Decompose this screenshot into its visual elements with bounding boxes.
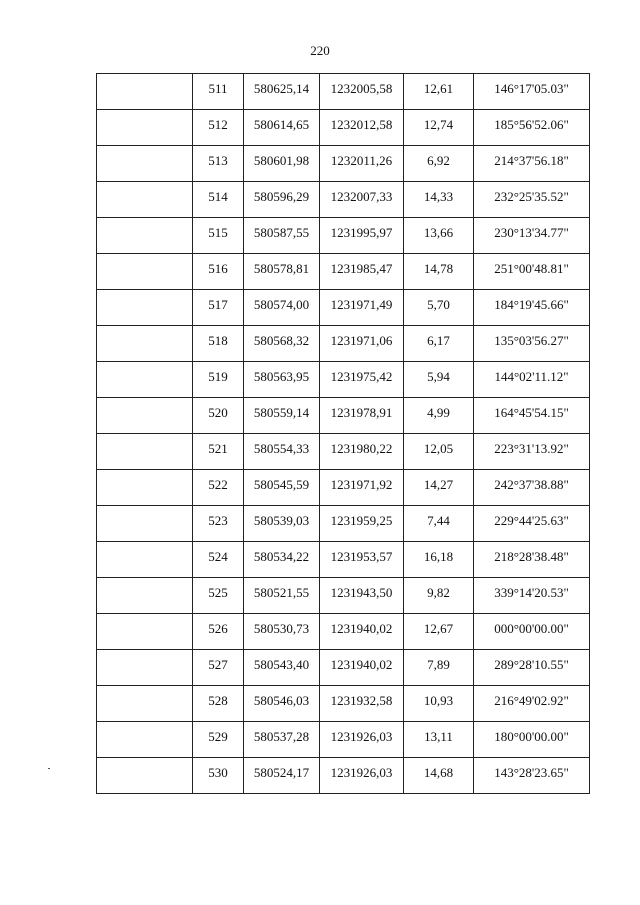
- distance-cell: 6,92: [404, 146, 474, 182]
- table-row: [97, 398, 590, 434]
- point-number-cell: 519: [193, 362, 244, 398]
- table-row: [97, 290, 590, 326]
- x-coordinate-cell: 580614,65: [244, 110, 320, 146]
- direction-angle-cell: 339°14'20.53": [474, 578, 590, 614]
- y-coordinate-cell: 1232012,58: [320, 110, 404, 146]
- table-row: [97, 650, 590, 686]
- table-row: [97, 470, 590, 506]
- point-number-cell: 522: [193, 470, 244, 506]
- distance-cell: 14,33: [404, 182, 474, 218]
- blank-cell: [97, 254, 193, 290]
- x-coordinate-cell: 580545,59: [244, 470, 320, 506]
- x-coordinate-cell: 580601,98: [244, 146, 320, 182]
- blank-cell: [97, 686, 193, 722]
- blank-cell: [97, 146, 193, 182]
- blank-cell: [97, 362, 193, 398]
- table-row: [97, 578, 590, 614]
- direction-angle-cell: 000°00'00.00": [474, 614, 590, 650]
- x-coordinate-cell: 580539,03: [244, 506, 320, 542]
- x-coordinate-cell: 580524,17: [244, 758, 320, 794]
- table-row: [97, 506, 590, 542]
- blank-cell: [97, 326, 193, 362]
- point-number-cell: 516: [193, 254, 244, 290]
- point-number-cell: 523: [193, 506, 244, 542]
- point-number-cell: 513: [193, 146, 244, 182]
- y-coordinate-cell: 1231975,42: [320, 362, 404, 398]
- y-coordinate-cell: 1231978,91: [320, 398, 404, 434]
- table-row: [97, 758, 590, 794]
- x-coordinate-cell: 580625,14: [244, 74, 320, 110]
- direction-angle-cell: 229°44'25.63": [474, 506, 590, 542]
- distance-cell: 5,94: [404, 362, 474, 398]
- x-coordinate-cell: 580534,22: [244, 542, 320, 578]
- direction-angle-cell: 242°37'38.88": [474, 470, 590, 506]
- blank-cell: [97, 506, 193, 542]
- table-row: [97, 614, 590, 650]
- point-number-cell: 527: [193, 650, 244, 686]
- table-row: [97, 182, 590, 218]
- distance-cell: 5,70: [404, 290, 474, 326]
- point-number-cell: 524: [193, 542, 244, 578]
- table-row: [97, 326, 590, 362]
- blank-cell: [97, 578, 193, 614]
- y-coordinate-cell: 1231943,50: [320, 578, 404, 614]
- x-coordinate-cell: 580587,55: [244, 218, 320, 254]
- y-coordinate-cell: 1231980,22: [320, 434, 404, 470]
- coordinates-table-body: [97, 74, 590, 794]
- distance-cell: 12,61: [404, 74, 474, 110]
- point-number-cell: 517: [193, 290, 244, 326]
- point-number-cell: 525: [193, 578, 244, 614]
- distance-cell: 7,44: [404, 506, 474, 542]
- x-coordinate-cell: 580530,73: [244, 614, 320, 650]
- x-coordinate-cell: 580574,00: [244, 290, 320, 326]
- x-coordinate-cell: 580546,03: [244, 686, 320, 722]
- blank-cell: [97, 650, 193, 686]
- y-coordinate-cell: 1231932,58: [320, 686, 404, 722]
- direction-angle-cell: 216°49'02.92": [474, 686, 590, 722]
- direction-angle-cell: 135°03'56.27": [474, 326, 590, 362]
- point-number-cell: 512: [193, 110, 244, 146]
- distance-cell: 7,89: [404, 650, 474, 686]
- direction-angle-cell: 185°56'52.06": [474, 110, 590, 146]
- table-row: [97, 362, 590, 398]
- distance-cell: 12,05: [404, 434, 474, 470]
- blank-cell: [97, 722, 193, 758]
- y-coordinate-cell: 1231953,57: [320, 542, 404, 578]
- point-number-cell: 530: [193, 758, 244, 794]
- table-row: [97, 74, 590, 110]
- point-number-cell: 511: [193, 74, 244, 110]
- x-coordinate-cell: 580554,33: [244, 434, 320, 470]
- distance-cell: 14,68: [404, 758, 474, 794]
- x-coordinate-cell: 580559,14: [244, 398, 320, 434]
- distance-cell: 9,82: [404, 578, 474, 614]
- point-number-cell: 528: [193, 686, 244, 722]
- table-row: [97, 110, 590, 146]
- blank-cell: [97, 182, 193, 218]
- point-number-cell: 514: [193, 182, 244, 218]
- y-coordinate-cell: 1231971,49: [320, 290, 404, 326]
- direction-angle-cell: 214°37'56.18": [474, 146, 590, 182]
- distance-cell: 6,17: [404, 326, 474, 362]
- direction-angle-cell: 143°28'23.65": [474, 758, 590, 794]
- distance-cell: 13,66: [404, 218, 474, 254]
- blank-cell: [97, 110, 193, 146]
- y-coordinate-cell: 1232007,33: [320, 182, 404, 218]
- point-number-cell: 526: [193, 614, 244, 650]
- table-row: [97, 722, 590, 758]
- direction-angle-cell: 184°19'45.66": [474, 290, 590, 326]
- direction-angle-cell: 232°25'35.52": [474, 182, 590, 218]
- table-row: [97, 218, 590, 254]
- blank-cell: [97, 758, 193, 794]
- y-coordinate-cell: 1231926,03: [320, 758, 404, 794]
- point-number-cell: 521: [193, 434, 244, 470]
- scan-speck: [48, 768, 50, 769]
- y-coordinate-cell: 1231959,25: [320, 506, 404, 542]
- blank-cell: [97, 470, 193, 506]
- blank-cell: [97, 398, 193, 434]
- direction-angle-cell: 146°17'05.03": [474, 74, 590, 110]
- table-row: [97, 434, 590, 470]
- blank-cell: [97, 542, 193, 578]
- x-coordinate-cell: 580543,40: [244, 650, 320, 686]
- point-number-cell: 520: [193, 398, 244, 434]
- x-coordinate-cell: 580568,32: [244, 326, 320, 362]
- table-row: [97, 254, 590, 290]
- direction-angle-cell: 223°31'13.92": [474, 434, 590, 470]
- y-coordinate-cell: 1231995,97: [320, 218, 404, 254]
- distance-cell: 14,78: [404, 254, 474, 290]
- coordinates-table: [96, 73, 590, 794]
- direction-angle-cell: 230°13'34.77": [474, 218, 590, 254]
- direction-angle-cell: 164°45'54.15": [474, 398, 590, 434]
- page-number: 220: [310, 43, 330, 58]
- y-coordinate-cell: 1231971,06: [320, 326, 404, 362]
- distance-cell: 4,99: [404, 398, 474, 434]
- blank-cell: [97, 434, 193, 470]
- y-coordinate-cell: 1231940,02: [320, 614, 404, 650]
- blank-cell: [97, 74, 193, 110]
- blank-cell: [97, 218, 193, 254]
- table-row: [97, 686, 590, 722]
- point-number-cell: 529: [193, 722, 244, 758]
- direction-angle-cell: 251°00'48.81": [474, 254, 590, 290]
- y-coordinate-cell: 1231940,02: [320, 650, 404, 686]
- y-coordinate-cell: 1231971,92: [320, 470, 404, 506]
- point-number-cell: 515: [193, 218, 244, 254]
- x-coordinate-cell: 580537,28: [244, 722, 320, 758]
- distance-cell: 12,67: [404, 614, 474, 650]
- blank-cell: [97, 290, 193, 326]
- direction-angle-cell: 180°00'00.00": [474, 722, 590, 758]
- direction-angle-cell: 289°28'10.55": [474, 650, 590, 686]
- y-coordinate-cell: 1232005,58: [320, 74, 404, 110]
- x-coordinate-cell: 580521,55: [244, 578, 320, 614]
- y-coordinate-cell: 1231985,47: [320, 254, 404, 290]
- blank-cell: [97, 614, 193, 650]
- y-coordinate-cell: 1231926,03: [320, 722, 404, 758]
- direction-angle-cell: 218°28'38.48": [474, 542, 590, 578]
- distance-cell: 14,27: [404, 470, 474, 506]
- x-coordinate-cell: 580578,81: [244, 254, 320, 290]
- direction-angle-cell: 144°02'11.12": [474, 362, 590, 398]
- x-coordinate-cell: 580596,29: [244, 182, 320, 218]
- point-number-cell: 518: [193, 326, 244, 362]
- table-row: [97, 146, 590, 182]
- distance-cell: 16,18: [404, 542, 474, 578]
- y-coordinate-cell: 1232011,26: [320, 146, 404, 182]
- distance-cell: 10,93: [404, 686, 474, 722]
- table-row: [97, 542, 590, 578]
- distance-cell: 12,74: [404, 110, 474, 146]
- distance-cell: 13,11: [404, 722, 474, 758]
- x-coordinate-cell: 580563,95: [244, 362, 320, 398]
